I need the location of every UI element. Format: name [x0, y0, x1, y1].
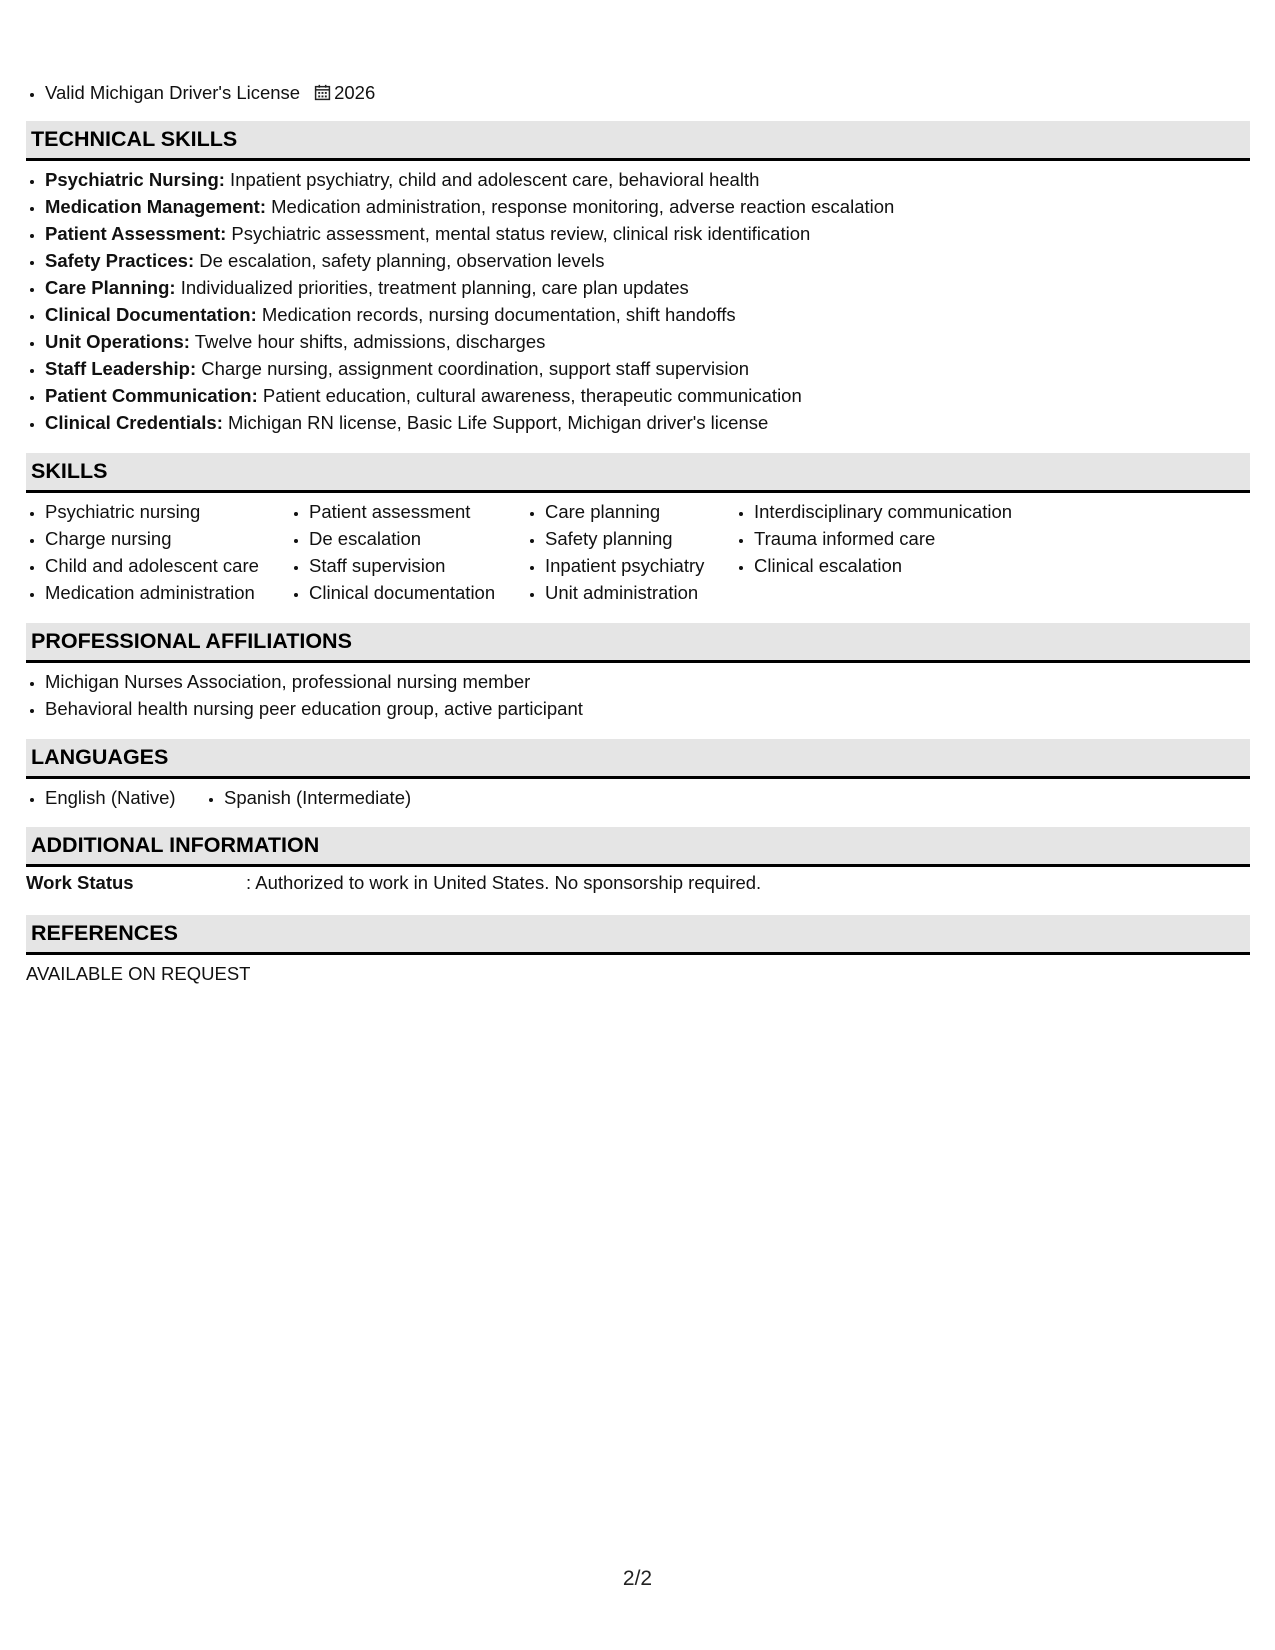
list-item: • Behavioral health nursing peer education group, active participant: [45, 695, 1250, 722]
section-heading: PROFESSIONAL AFFILIATIONS: [26, 623, 1250, 663]
list-item: [45, 79, 375, 106]
skill-label: Medication Management:: [45, 196, 266, 217]
list-item: • Child and adolescent care: [45, 552, 290, 579]
list-item: • Charge nursing: [45, 525, 290, 552]
list-item: • English (Native): [45, 784, 200, 811]
skill-label: Clinical Credentials:: [45, 412, 223, 433]
page-number: 2/2: [622, 1567, 653, 1590]
technical-skills-section: [26, 121, 1250, 436]
list-item: [45, 166, 1250, 193]
section-heading: SKILLS: [26, 453, 1250, 493]
list-item: • Patient assessment: [309, 498, 526, 525]
additional-information-section: [26, 827, 1250, 896]
list-item: [45, 274, 1250, 301]
list-item: [45, 193, 1250, 220]
technical-skills-list: [26, 166, 1250, 436]
list-item: • Clinical documentation: [309, 579, 526, 606]
skills-section: [26, 453, 1250, 606]
skill-description: Medication administration, response monitoring, adverse reaction escalation: [266, 196, 895, 217]
affiliations-list: [26, 668, 1250, 722]
list-item: • De escalation: [309, 525, 526, 552]
skill-label: Staff Leadership:: [45, 358, 197, 379]
calendar-icon: [314, 84, 331, 101]
skill-label: Psychiatric Nursing:: [45, 169, 225, 190]
list-item: [45, 247, 1250, 274]
work-status-row: [26, 867, 1250, 896]
skill-description: Michigan RN license, Basic Life Support, Michigan driver's license: [222, 412, 769, 433]
professional-affiliations-section: [26, 623, 1250, 722]
list-item: [45, 382, 1250, 409]
list-item: • Care planning: [545, 498, 735, 525]
list-item: • Safety planning: [545, 525, 735, 552]
skill-description: De escalation, safety planning, observation levels: [194, 250, 605, 271]
skills-column: [26, 498, 290, 606]
skill-description: Medication records, nursing documentation, shift handoffs: [256, 304, 736, 325]
languages-list: [26, 784, 200, 811]
skill-description: Twelve hour shifts, admissions, discharges: [189, 331, 546, 352]
list-item: • Spanish (Intermediate): [224, 784, 411, 811]
skill-description: Patient education, cultural awareness, therapeutic communication: [257, 385, 802, 406]
list-item: • Medication administration: [45, 579, 290, 606]
skill-description: Inpatient psychiatry, child and adolescent care, behavioral health: [224, 169, 760, 190]
skill-label: Patient Assessment:: [45, 223, 227, 244]
list-item: • Clinical escalation: [754, 552, 1054, 579]
license-text: • Valid Michigan Driver's License: [45, 82, 301, 103]
references-section: [26, 915, 1250, 987]
section-heading: REFERENCES: [26, 915, 1250, 955]
skills-column: [735, 498, 1054, 606]
list-item: [45, 409, 1250, 436]
skill-label: Unit Operations:: [45, 331, 190, 352]
work-status-label: Work Status: [26, 872, 134, 893]
list-item: • Interdisciplinary communication: [754, 498, 1054, 525]
skill-description: Charge nursing, assignment coordination, support staff supervision: [196, 358, 750, 379]
list-item: • Staff supervision: [309, 552, 526, 579]
skills-column: [290, 498, 526, 606]
skill-description: Psychiatric assessment, mental status review, clinical risk identification: [226, 223, 811, 244]
list-item: • Psychiatric nursing: [45, 498, 290, 525]
list-item: • Michigan Nurses Association, professional nursing member: [45, 668, 1250, 695]
skill-label: Care Planning:: [45, 277, 176, 298]
list-item: • Trauma informed care: [754, 525, 1054, 552]
license-year: 2026: [334, 82, 376, 103]
list-item: [45, 220, 1250, 247]
list-item: • Unit administration: [545, 579, 735, 606]
references-text: AVAILABLE ON REQUEST: [26, 963, 251, 984]
skill-label: Safety Practices:: [45, 250, 195, 271]
skill-label: Patient Communication:: [45, 385, 258, 406]
work-status-value: : Authorized to work in United States. No sponsorship required.: [246, 872, 762, 893]
skill-label: Clinical Documentation:: [45, 304, 257, 325]
list-item: • Inpatient psychiatry: [545, 552, 735, 579]
languages-section: [26, 739, 1250, 811]
skill-description: Individualized priorities, treatment planning, care plan updates: [175, 277, 689, 298]
license-list: [26, 79, 375, 106]
list-item: [45, 328, 1250, 355]
skills-column: [526, 498, 735, 606]
section-heading: TECHNICAL SKILLS: [26, 121, 1250, 161]
section-heading: LANGUAGES: [26, 739, 1250, 779]
list-item: [45, 355, 1250, 382]
languages-list: [205, 784, 411, 811]
list-item: [45, 301, 1250, 328]
section-heading: ADDITIONAL INFORMATION: [26, 827, 1250, 867]
